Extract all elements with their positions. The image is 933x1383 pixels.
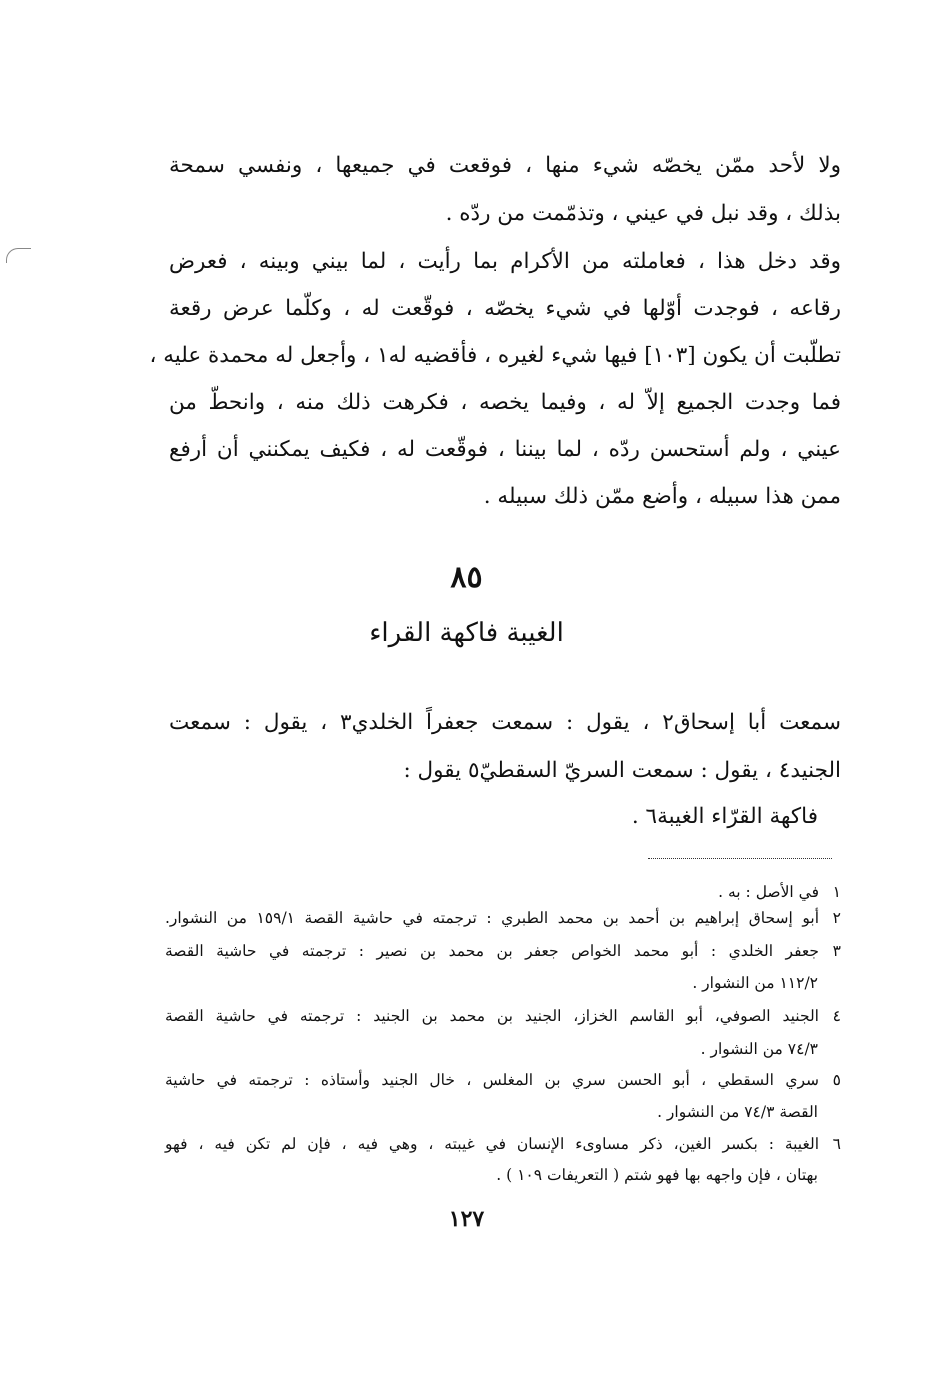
footnote-number: ٣ [832, 942, 841, 960]
paragraph-line: الجنيد٤ ، يقول : سمعت السريّ السقطيّ٥ يقول : [403, 758, 841, 783]
footnote-number: ٥ [832, 1071, 841, 1089]
footnote-3 [165, 942, 841, 961]
paragraph-line: عيني ، ولم أستحسن ردّه ، لما بيننا ، فوقّعت له ، فكيف يمكنني أن أرفع [169, 437, 841, 462]
margin-mark [6, 248, 31, 263]
paragraph-line: تطلّبت أن يكون [١٠٣] فيها شيء لغيره ، فأقضيه له١ ، وأجعل له محمدة عليه ، [149, 343, 841, 368]
paragraph-line: فاكهة القرّاء الغيبة٦ . [631, 804, 818, 829]
chapter-title: الغيبة فاكهة القراء [369, 618, 564, 648]
footnote-1 [165, 883, 841, 902]
paragraph-line: سمعت أبا إسحاق٢ ، يقول : سمعت جعفراً الخلدي٣ ، يقول : سمعت [169, 710, 841, 735]
footnote-text: الغيبة : بكسر الغين، ذكر مساوىء الإنسان في غيبته ، وهي فيه ، فإن لم تكن فيه ، فهو [165, 1135, 819, 1153]
paragraph-line: ممن هذا سبيله ، وأضع ممّن ذلك سبيله . [483, 484, 841, 509]
footnote-number: ١ [832, 883, 841, 901]
footnote-text: جعفر الخلدي : أبو محمد الخواص جعفر بن محمد بن نصير : ترجمته في حاشية القصة [165, 942, 819, 960]
chapter-number: ٨٥ [450, 560, 483, 595]
footnote-divider [648, 858, 832, 859]
footnote-text: الجنيد الصوفي، أبو القاسم الخزاز، الجنيد بن محمد بن الجنيد : ترجمته في حاشية القصة [165, 1007, 819, 1025]
footnote-3-continuation: ١١٢/٢ من النشوار . [692, 974, 818, 992]
footnote-number: ٦ [832, 1135, 841, 1153]
footnote-6-continuation: بهتان ، فإن واجهه بها فهو شتم ( التعريفات ١٠٩ ) . [496, 1166, 818, 1184]
paragraph-line: ولا لأحد ممّن يخصّه شيء منها ، فوقعت في جميعها ، ونفسي سمحة [169, 153, 841, 178]
footnote-number: ٤ [832, 1007, 841, 1025]
page-number: ١٢٧ [448, 1206, 485, 1232]
paragraph-line: بذلك ، وقد نبل في عيني ، وتذمّمت من ردّه . [445, 201, 841, 226]
footnote-number: ٢ [832, 909, 841, 927]
footnote-text: أبو إسحاق إبراهيم بن أحمد بن محمد الطبري : ترجمته في حاشية القصة ١٥٩/١ من النشوار. [165, 909, 819, 927]
footnote-text: في الأصل : به . [718, 883, 819, 901]
paragraph-line: وقد دخل هذا ، فعاملته من الأكرام بما رأيت ، لما بيني وبينه ، فعرض [169, 249, 841, 274]
footnote-4-continuation: ٧٤/٣ من النشوار . [700, 1040, 818, 1058]
footnote-4 [165, 1007, 841, 1026]
paragraph-line: رقاعه ، فوجدت أوّلها في شيء يخصّه ، فوقّعت له ، وكلّما عرض رقعة [169, 296, 841, 321]
footnote-5 [165, 1071, 841, 1090]
footnote-2 [165, 909, 841, 928]
footnote-5-continuation: القصة ٧٤/٣ من النشوار . [657, 1103, 818, 1121]
footnote-text: سري السقطي ، أبو الحسن سري بن المغلس ، خال الجنيد وأستاذه : ترجمته في حاشية [165, 1071, 819, 1089]
footnote-6 [165, 1135, 841, 1154]
paragraph-line: فما وجدت الجميع إلاّ له ، وفيما يخصه ، فكرهت ذلك منه ، وانحطّ من [169, 390, 841, 415]
